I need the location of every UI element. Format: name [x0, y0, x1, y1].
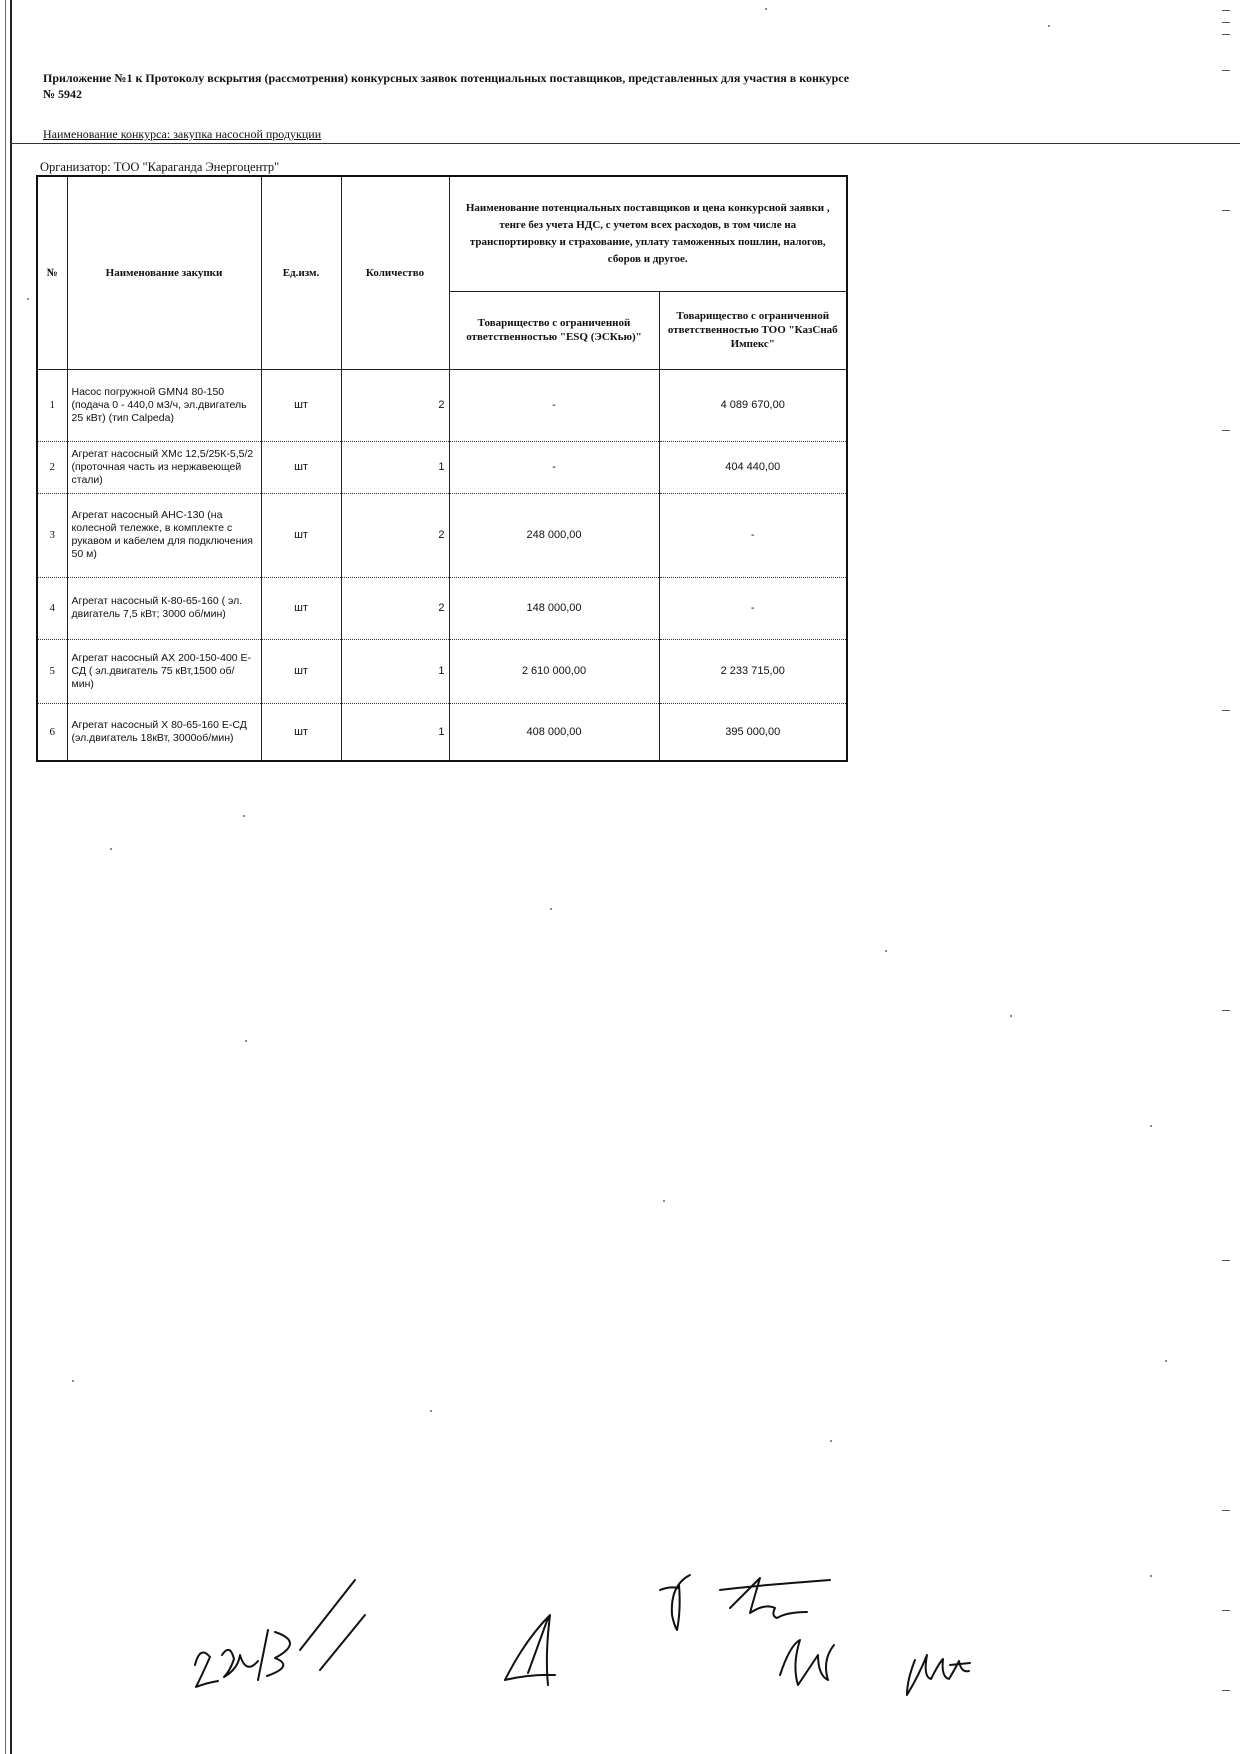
row-item-name: Агрегат насосный АНС-130 (на колесной тележке, в комплекте с рукавом и кабелем для подключения 50 м) [67, 493, 261, 577]
table-row [37, 703, 847, 761]
row-price-esq: 248 000,00 [449, 493, 659, 577]
row-quantity: 1 [341, 703, 449, 761]
row-unit: шт [261, 441, 341, 493]
row-price-esq: 148 000,00 [449, 577, 659, 639]
table-row [37, 441, 847, 493]
table-row [37, 369, 847, 441]
row-price-kazsnab: 395 000,00 [659, 703, 847, 761]
row-price-kazsnab: - [659, 493, 847, 577]
header-num: № [37, 176, 67, 369]
signatures-area [0, 1560, 1240, 1754]
table-body [37, 369, 847, 761]
subject-underline-rule [10, 143, 1240, 144]
row-num: 1 [37, 369, 67, 441]
row-price-kazsnab: - [659, 577, 847, 639]
row-num: 2 [37, 441, 67, 493]
row-quantity: 1 [341, 639, 449, 703]
row-unit: шт [261, 493, 341, 577]
document-heading: Приложение №1 к Протоколу вскрытия (рассмотрения) конкурсных заявок потенциальных поставщиков, представленных для участия в конкурсе № 5942 [43, 71, 850, 101]
signature-1 [195, 1580, 365, 1687]
header-qty: Количество [341, 176, 449, 369]
row-price-esq: 408 000,00 [449, 703, 659, 761]
signature-6 [907, 1655, 970, 1695]
row-item-name: Агрегат насосный ХМс 12,5/25К-5,5/2 (проточная часть из нержавеющей стали) [67, 441, 261, 493]
signature-3 [660, 1575, 690, 1630]
table-row [37, 493, 847, 577]
table-row [37, 639, 847, 703]
row-price-esq: - [449, 441, 659, 493]
scan-edge-marks [1222, 10, 1230, 1710]
row-unit: шт [261, 577, 341, 639]
row-quantity: 2 [341, 493, 449, 577]
header-supplier-group: Наименование потенциальных поставщиков и цена конкурсной заявки , тенге без учета НДС, с учетом всех расходов, в том числе на транспортировку и страхование, уплату таможенных пошлин, налогов, сборов и другое. [449, 176, 847, 291]
row-item-name: Насос погружной GMN4 80-150 (подача 0 - 440,0 м3/ч, эл.двигатель 25 кВт) (тип Calpeda) [67, 369, 261, 441]
header-name: Наименование закупки [67, 176, 261, 369]
scan-margin-line [10, 0, 12, 1754]
row-quantity: 2 [341, 577, 449, 639]
header-unit: Ед.изм. [261, 176, 341, 369]
signature-4 [720, 1578, 830, 1618]
row-price-esq: 2 610 000,00 [449, 639, 659, 703]
row-quantity: 1 [341, 441, 449, 493]
header-supplier-kazsnab: Товарищество с ограниченной ответственностью ТОО "КазСнаб Импекс" [659, 291, 847, 369]
row-item-name: Агрегат насосный Х 80-65-160 Е-СД (эл.двигатель 18кВт, 3000об/мин) [67, 703, 261, 761]
row-item-name: Агрегат насосный К-80-65-160 ( эл. двигатель 7,5 кВт; 3000 об/мин) [67, 577, 261, 639]
row-num: 6 [37, 703, 67, 761]
scan-edge-line [5, 0, 6, 1754]
row-item-name: Агрегат насосный АХ 200-150-400 Е-СД ( эл.двигатель 75 кВт,1500 об/мин) [67, 639, 261, 703]
organizer-line: Организатор: ТОО "Караганда Энергоцентр" [40, 160, 280, 174]
row-unit: шт [261, 703, 341, 761]
row-price-kazsnab: 4 089 670,00 [659, 369, 847, 441]
signature-5 [780, 1640, 834, 1685]
row-price-kazsnab: 2 233 715,00 [659, 639, 847, 703]
row-num: 3 [37, 493, 67, 577]
row-price-kazsnab: 404 440,00 [659, 441, 847, 493]
row-num: 5 [37, 639, 67, 703]
signature-2 [505, 1615, 555, 1685]
row-quantity: 2 [341, 369, 449, 441]
header-supplier-esq: Товарищество с ограниченной ответственностью "ESQ (ЭСКью)" [449, 291, 659, 369]
row-num: 4 [37, 577, 67, 639]
bids-table [36, 175, 848, 762]
tender-subject: Наименование конкурса: закупка насосной продукции [43, 127, 322, 141]
row-price-esq: - [449, 369, 659, 441]
row-unit: шт [261, 639, 341, 703]
table-row [37, 577, 847, 639]
row-unit: шт [261, 369, 341, 441]
